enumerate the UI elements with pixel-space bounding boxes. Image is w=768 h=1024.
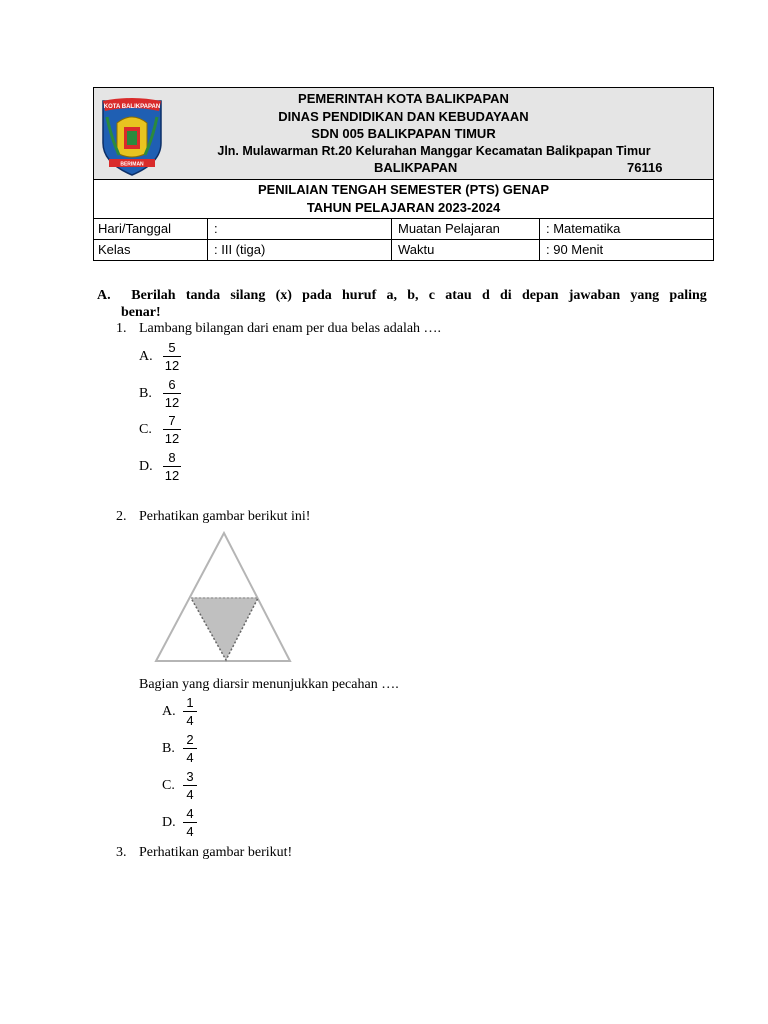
option-letter: B.	[139, 386, 152, 401]
question-subtext: Bagian yang diarsir menunjukkan pecahan ….	[139, 677, 399, 692]
info-label: Muatan Pelajaran	[392, 219, 540, 239]
svg-text:BERIMAN: BERIMAN	[120, 161, 144, 168]
header-address: Jln. Mulawarman Rt.20 Kelurahan Manggar Kecamatan Balikpapan Timur	[217, 144, 651, 158]
exam-title-block	[94, 180, 713, 219]
header-school-name: SDN 005 BALIKPAPAN TIMUR	[311, 126, 496, 141]
instruction-word: a,	[386, 288, 397, 303]
info-row-class	[94, 239, 713, 260]
header-city: BALIKPAPAN	[374, 160, 458, 175]
header-government: PEMERINTAH KOTA BALIKPAPAN	[298, 91, 509, 106]
shaded-triangle	[191, 598, 258, 660]
fraction: 6 12	[164, 377, 180, 410]
fraction: 1 4	[183, 695, 197, 728]
instruction-word: yang	[630, 288, 660, 303]
question-text: Lambang bilangan dari enam per dua belas adalah ….	[139, 321, 442, 336]
option-letter: C.	[162, 778, 175, 793]
instruction-word: depan	[521, 288, 559, 303]
info-value: : 90 Menit	[546, 242, 604, 257]
fraction: 3 4	[183, 769, 197, 802]
instruction-word: tanda	[185, 288, 221, 303]
info-value: : III (tiga)	[208, 240, 392, 260]
instruction-word: b,	[407, 288, 419, 303]
header-department: DINAS PENDIDIKAN DAN KEBUDAYAAN	[278, 109, 529, 124]
instruction-word: d	[481, 288, 490, 303]
instruction-word: pada	[302, 288, 332, 303]
fraction: 5 12	[164, 340, 180, 373]
option-letter: B.	[162, 741, 175, 756]
info-label: Hari/Tanggal	[94, 219, 208, 239]
info-value: :	[208, 219, 392, 239]
instruction-word: Berilah	[131, 288, 176, 303]
option-letter: D.	[139, 459, 153, 474]
fraction: 4 4	[183, 806, 197, 839]
instruction-line2: benar!	[121, 305, 161, 320]
svg-text:KOTA BALIKPAPAN: KOTA BALIKPAPAN	[103, 104, 161, 110]
option-letter: A.	[162, 704, 176, 719]
question-text: Perhatikan gambar berikut ini!	[139, 509, 311, 524]
header-table	[93, 87, 714, 261]
instruction-word: c	[428, 288, 435, 303]
exam-year: TAHUN PELAJARAN 2023-2024	[306, 200, 501, 215]
fraction: 7 12	[164, 413, 180, 446]
info-row-date	[94, 219, 713, 239]
option-letter: D.	[162, 815, 176, 830]
instruction-word: silang	[230, 288, 266, 303]
header-zip: 76116	[627, 160, 663, 175]
info-label: Kelas	[94, 240, 208, 260]
question-number: 1.	[116, 321, 127, 336]
section-letter: A.	[97, 288, 111, 303]
option-letter: C.	[139, 422, 152, 437]
instruction-word: atau	[445, 288, 472, 303]
instruction-word: jawaban	[568, 288, 621, 303]
info-label: Waktu	[392, 240, 540, 260]
fraction: 8 12	[164, 450, 180, 483]
header-school-block	[94, 88, 713, 180]
question-number: 2.	[116, 509, 127, 524]
fraction: 2 4	[183, 732, 197, 765]
instruction-word: (x)	[275, 288, 292, 303]
instruction-word: huruf	[342, 288, 377, 303]
section-instruction	[97, 287, 707, 321]
triangle-fraction-figure	[150, 530, 300, 666]
info-value: : Matematika	[546, 221, 621, 236]
instruction-word: di	[500, 288, 512, 303]
option-letter: A.	[139, 349, 153, 364]
question-number: 3.	[116, 845, 127, 860]
exam-title: PENILAIAN TENGAH SEMESTER (PTS) GENAP	[257, 182, 550, 197]
question-text: Perhatikan gambar berikut!	[139, 845, 293, 860]
instruction-word: paling	[669, 288, 707, 303]
